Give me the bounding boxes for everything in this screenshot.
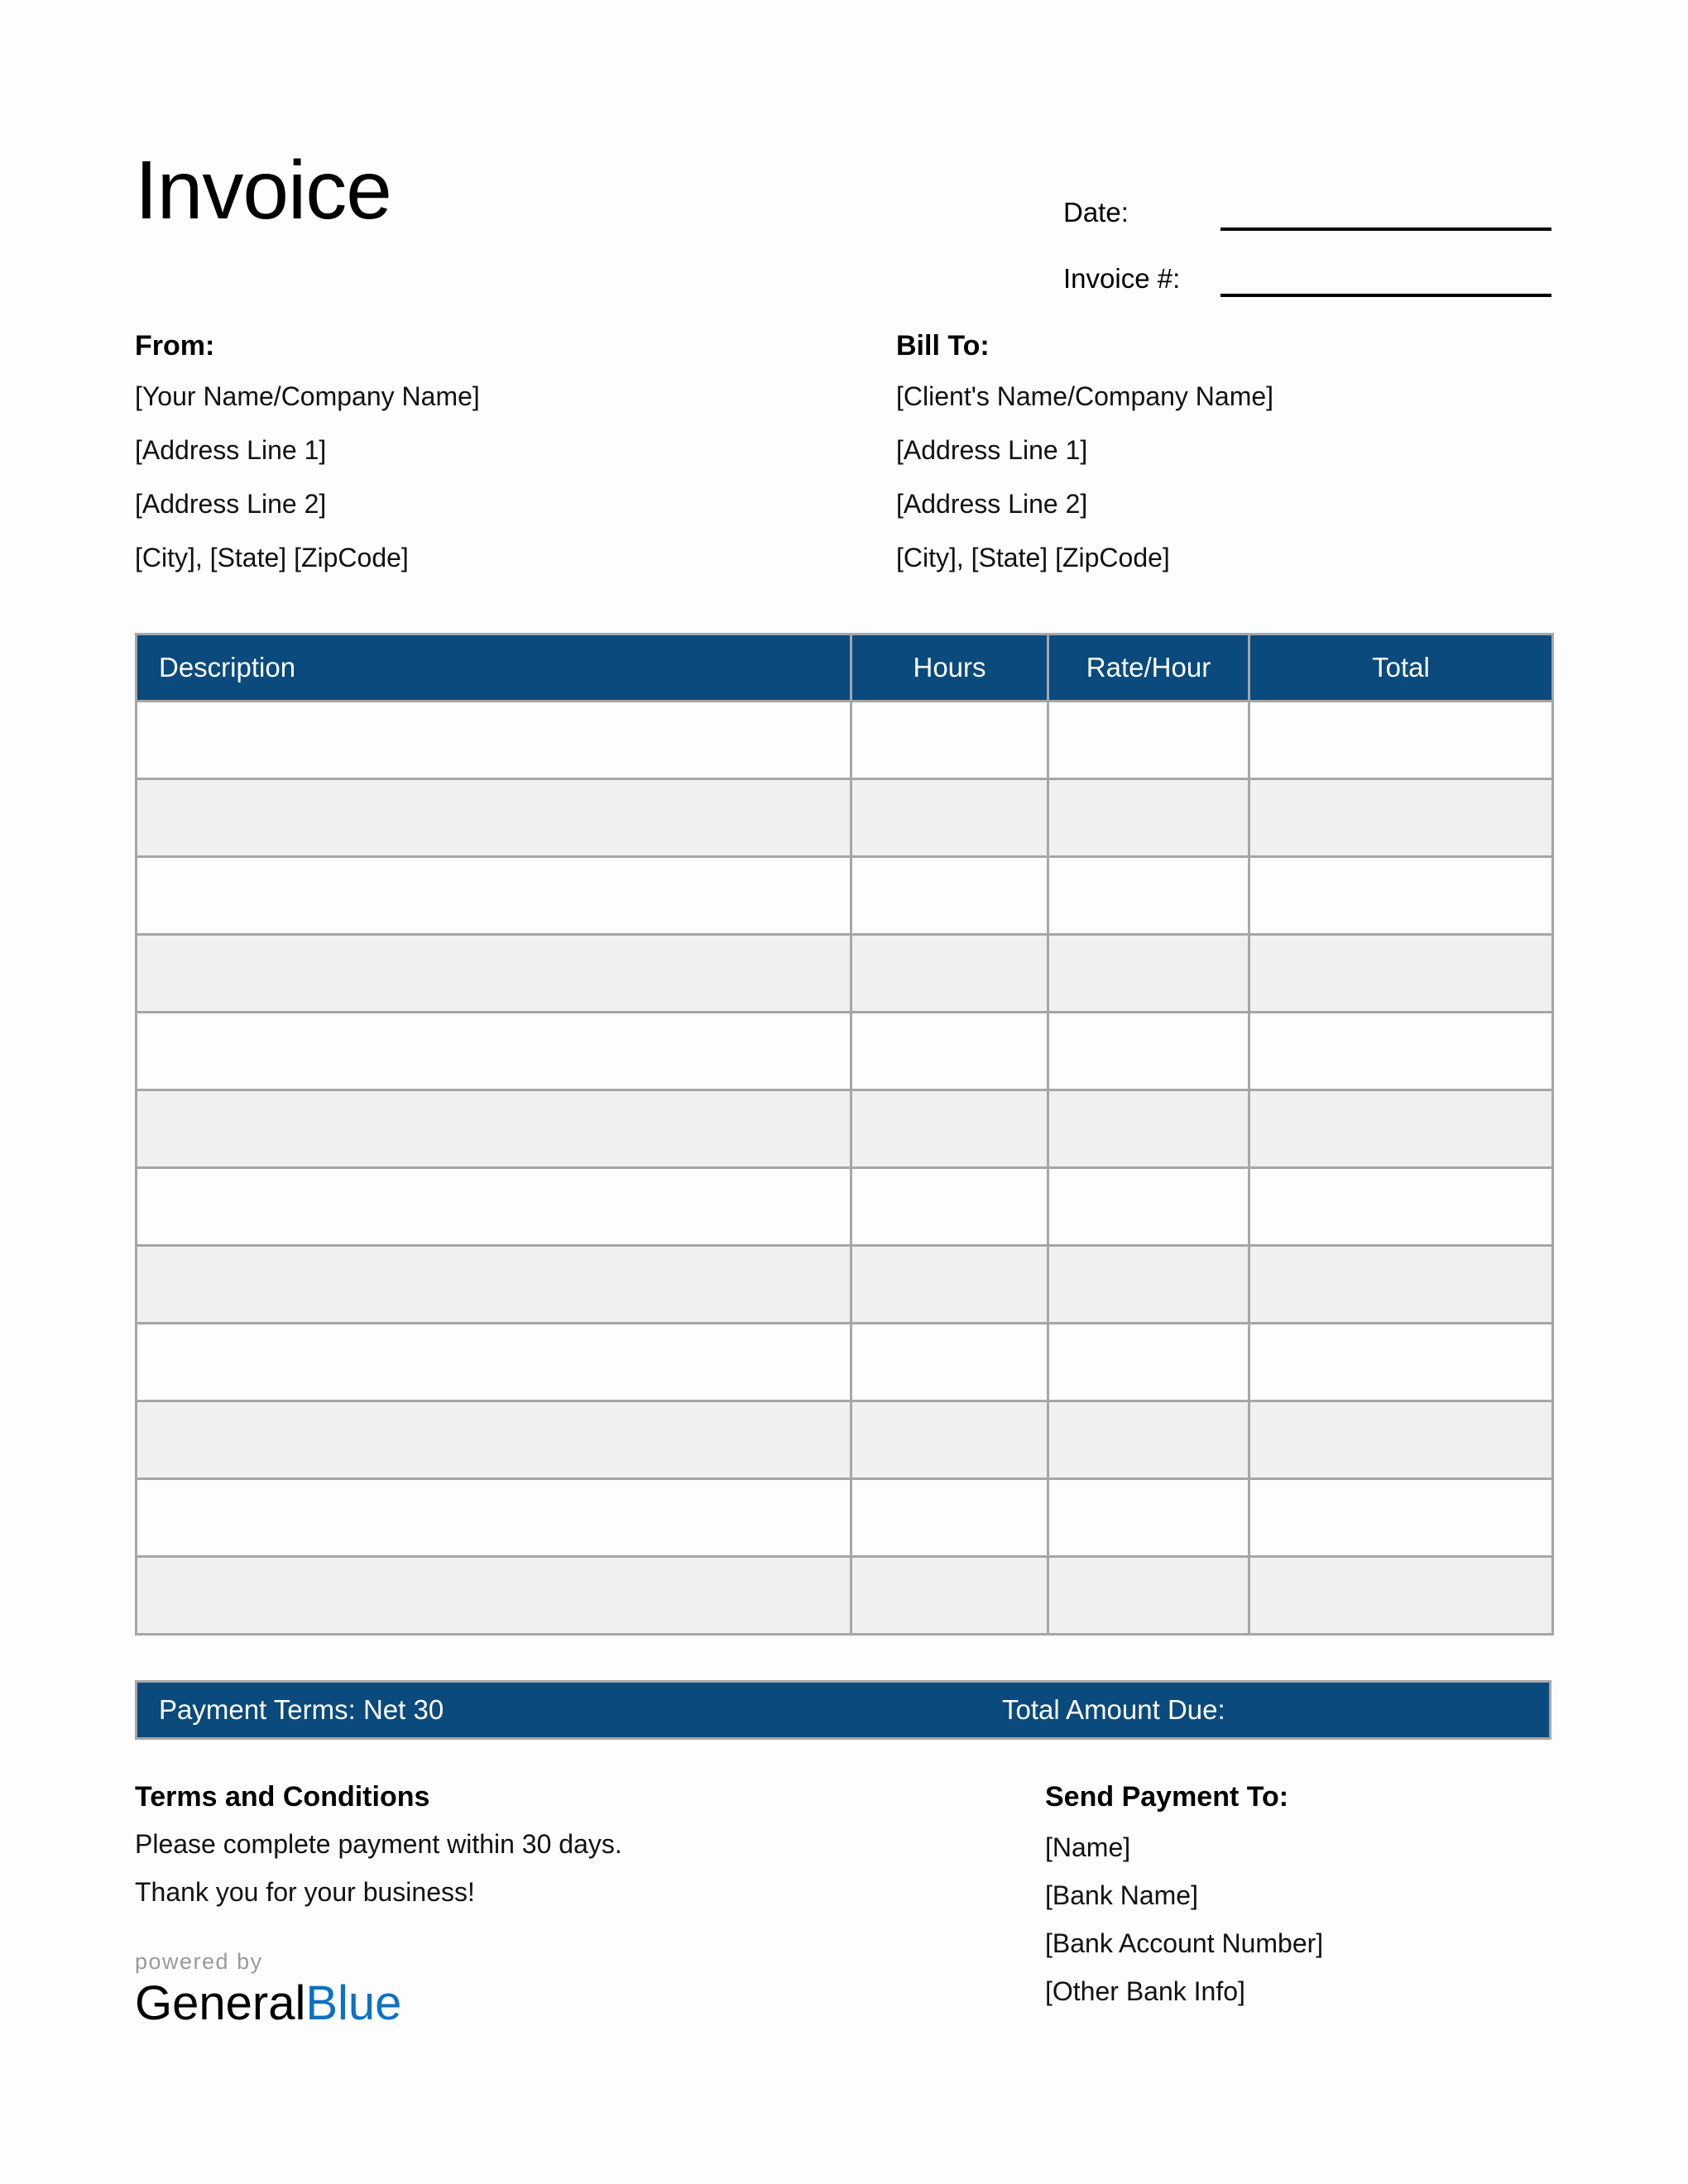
date-input-line[interactable] [1220, 228, 1551, 231]
from-block [135, 327, 813, 593]
cell-description[interactable] [137, 857, 851, 935]
terms-and-conditions-block [135, 1779, 880, 1923]
table-row [137, 702, 1553, 779]
column-header-hours: Hours [851, 635, 1048, 702]
from-line-name[interactable]: [Your Name/Company Name] [135, 381, 480, 411]
total-amount-due-label: Total Amount Due: [1002, 1694, 1225, 1725]
column-header-description: Description [137, 635, 851, 702]
cell-rate[interactable] [1048, 857, 1249, 935]
invoice-header [135, 145, 1551, 318]
cell-hours[interactable] [851, 1401, 1048, 1479]
column-header-rate: Rate/Hour [1048, 635, 1249, 702]
terms-title: Terms and Conditions [135, 1781, 430, 1813]
cell-total[interactable] [1249, 1246, 1553, 1324]
cell-total[interactable] [1249, 857, 1553, 935]
brand-name-blue: Blue [305, 1976, 402, 2030]
cell-hours[interactable] [851, 702, 1048, 779]
cell-total[interactable] [1249, 1168, 1553, 1246]
brand-name-general: General [135, 1976, 306, 2030]
line-items-table [135, 633, 1554, 1636]
cell-description[interactable] [137, 1401, 851, 1479]
cell-description[interactable] [137, 1479, 851, 1557]
cell-hours[interactable] [851, 1246, 1048, 1324]
table-row [137, 1246, 1553, 1324]
cell-rate[interactable] [1048, 935, 1249, 1013]
bill-to-line-address1[interactable]: [Address Line 1] [896, 435, 1088, 465]
cell-description[interactable] [137, 1246, 851, 1324]
cell-description[interactable] [137, 1324, 851, 1401]
cell-total[interactable] [1249, 702, 1553, 779]
send-payment-account-number[interactable]: [Bank Account Number] [1045, 1928, 1324, 1958]
cell-rate[interactable] [1048, 1168, 1249, 1246]
cell-description[interactable] [137, 1090, 851, 1168]
cell-hours[interactable] [851, 1557, 1048, 1635]
cell-rate[interactable] [1048, 1401, 1249, 1479]
payment-terms-label: Payment Terms: Net 30 [159, 1694, 444, 1725]
table-row [137, 935, 1553, 1013]
cell-description[interactable] [137, 935, 851, 1013]
cell-description[interactable] [137, 779, 851, 857]
cell-rate[interactable] [1048, 702, 1249, 779]
from-title: From: [135, 330, 215, 362]
cell-total[interactable] [1249, 935, 1553, 1013]
page-title: Invoice [135, 144, 391, 237]
table-row [137, 1013, 1553, 1090]
date-field-row [1063, 188, 1551, 254]
table-row [137, 1479, 1553, 1557]
table-row [137, 1168, 1553, 1246]
cell-rate[interactable] [1048, 1324, 1249, 1401]
cell-rate[interactable] [1048, 1479, 1249, 1557]
invoice-meta-fields [1063, 188, 1551, 320]
cell-total[interactable] [1249, 1401, 1553, 1479]
brand-wordmark [135, 1976, 401, 2031]
table-row [137, 1090, 1553, 1168]
table-row [137, 1557, 1553, 1635]
from-line-city-state-zip[interactable]: [City], [State] [ZipCode] [135, 543, 409, 572]
send-payment-name[interactable]: [Name] [1045, 1832, 1131, 1862]
cell-hours[interactable] [851, 857, 1048, 935]
column-header-total: Total [1249, 635, 1553, 702]
bill-to-line-name[interactable]: [Client's Name/Company Name] [896, 381, 1274, 411]
cell-description[interactable] [137, 1013, 851, 1090]
generalblue-logo [135, 1948, 401, 2031]
cell-total[interactable] [1249, 1557, 1553, 1635]
cell-total[interactable] [1249, 779, 1553, 857]
cell-hours[interactable] [851, 1324, 1048, 1401]
cell-total[interactable] [1249, 1013, 1553, 1090]
from-line-address1[interactable]: [Address Line 1] [135, 435, 327, 465]
bill-to-block [896, 327, 1575, 593]
send-payment-bank-name[interactable]: [Bank Name] [1045, 1880, 1198, 1910]
line-items-table-body [137, 702, 1553, 1635]
bill-to-line-address2[interactable]: [Address Line 2] [896, 489, 1088, 519]
send-payment-other-info[interactable]: [Other Bank Info] [1045, 1976, 1245, 2006]
table-row [137, 779, 1553, 857]
totals-bar [135, 1680, 1551, 1740]
powered-by-label: powered by [135, 1949, 263, 1974]
cell-description[interactable] [137, 1557, 851, 1635]
cell-rate[interactable] [1048, 1013, 1249, 1090]
send-payment-title: Send Payment To: [1045, 1781, 1289, 1813]
bill-to-title: Bill To: [896, 330, 990, 362]
terms-line-1: Please complete payment within 30 days. [135, 1829, 622, 1859]
date-label: Date: [1063, 197, 1129, 228]
cell-hours[interactable] [851, 779, 1048, 857]
cell-rate[interactable] [1048, 1557, 1249, 1635]
cell-total[interactable] [1249, 1090, 1553, 1168]
cell-hours[interactable] [851, 1479, 1048, 1557]
cell-total[interactable] [1249, 1479, 1553, 1557]
from-line-address2[interactable]: [Address Line 2] [135, 489, 327, 519]
cell-hours[interactable] [851, 1090, 1048, 1168]
bill-to-line-city-state-zip[interactable]: [City], [State] [ZipCode] [896, 543, 1170, 572]
cell-total[interactable] [1249, 1324, 1553, 1401]
cell-description[interactable] [137, 1168, 851, 1246]
table-header-row [137, 635, 1553, 702]
invoice-number-input-line[interactable] [1220, 294, 1551, 297]
cell-hours[interactable] [851, 1168, 1048, 1246]
table-row [137, 1401, 1553, 1479]
terms-line-2: Thank you for your business! [135, 1877, 475, 1907]
cell-description[interactable] [137, 702, 851, 779]
invoice-number-field-row [1063, 254, 1551, 320]
cell-rate[interactable] [1048, 779, 1249, 857]
cell-rate[interactable] [1048, 1090, 1249, 1168]
line-items-table-head [137, 635, 1553, 702]
table-row [137, 1324, 1553, 1401]
invoice-number-label: Invoice #: [1063, 263, 1181, 294]
cell-rate[interactable] [1048, 1246, 1249, 1324]
cell-hours[interactable] [851, 935, 1048, 1013]
cell-hours[interactable] [851, 1013, 1048, 1090]
send-payment-block [1045, 1779, 1551, 2019]
table-row [137, 857, 1553, 935]
